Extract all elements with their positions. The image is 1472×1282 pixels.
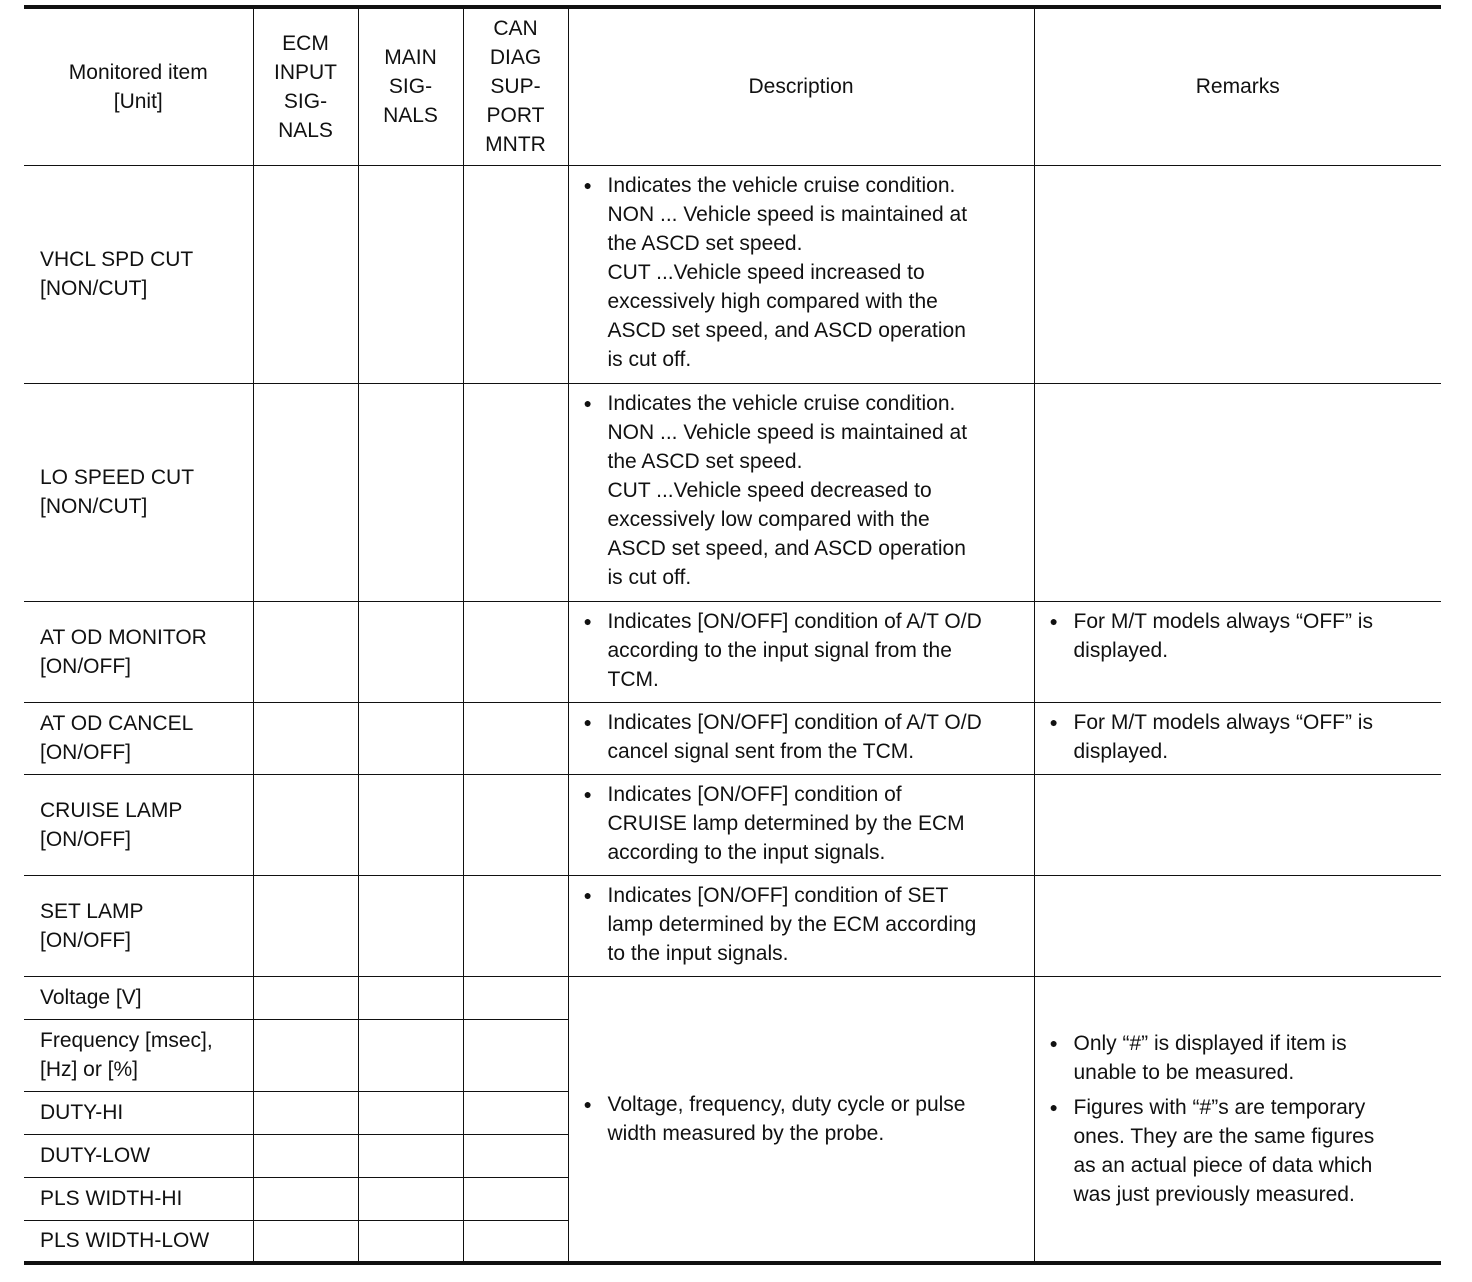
header-line: SIG- (388, 75, 433, 99)
bullet-text-line: the ASCD set speed. (607, 449, 803, 473)
ecm-input-signals-cell (253, 1177, 358, 1220)
description-list (569, 708, 1034, 766)
bullet-text-line: ● Indicates the vehicle cruise condition. (607, 173, 956, 197)
bullet-text-line: NON ... Vehicle speed is maintained at (607, 420, 968, 444)
bullet-text-line: is cut off. (607, 347, 692, 371)
ecm-data-monitor-table-sheet (24, 5, 1441, 1265)
bullet-item (1050, 607, 1434, 665)
remarks-cell (1034, 875, 1441, 976)
bullet-text-line: according to the input signal from the (607, 638, 952, 662)
bullet-text-line: lamp determined by the ECM according (607, 912, 977, 936)
monitored-item-text: SET LAMP (40, 899, 144, 923)
header-line: SUP- (490, 75, 541, 99)
header-main-signals (358, 7, 463, 165)
header-line: PORT (486, 104, 545, 128)
remarks-list (1035, 708, 1442, 766)
header-line: CAN (493, 17, 538, 41)
header-row (24, 7, 1441, 165)
header-line: MNTR (485, 133, 546, 157)
bullet-item (584, 780, 1026, 867)
ecm-input-signals-cell (253, 774, 358, 875)
probe-remarks-cell (1034, 976, 1441, 1263)
bullet-text-line: displayed. (1073, 739, 1169, 763)
header-can-diag-support-mntr (463, 7, 568, 165)
table-row (24, 774, 1441, 875)
probe-item-text: DUTY-HI (40, 1101, 124, 1124)
header-line: NALS (278, 118, 333, 142)
header-monitored-item (24, 7, 253, 165)
bullet-item (584, 1090, 1026, 1148)
bullet-item (584, 607, 1026, 694)
ecm-input-signals-cell (253, 1220, 358, 1263)
bullet-item (584, 389, 1026, 592)
bullet-text-line: ASCD set speed, and ASCD operation (607, 318, 966, 342)
probe-item-cell (24, 1134, 253, 1177)
bullet-item (1050, 1093, 1434, 1209)
bullet-text-line: excessively high compared with the (607, 289, 938, 313)
bullet-item (584, 171, 1026, 374)
description-cell (568, 165, 1034, 383)
main-signals-cell (358, 1177, 463, 1220)
header-remarks: Remarks (1034, 7, 1441, 165)
bullet-text-line: ● Voltage, frequency, duty cycle or pulse (607, 1092, 966, 1116)
ecm-input-signals-cell (253, 1134, 358, 1177)
can-diag-support-cell (463, 1019, 568, 1091)
remarks-cell (1034, 601, 1441, 702)
can-diag-support-cell (463, 774, 568, 875)
main-signals-cell (358, 1091, 463, 1134)
monitored-item-text: AT OD CANCEL (40, 712, 194, 735)
probe-item-cell (24, 1177, 253, 1220)
ecm-input-signals-cell (253, 601, 358, 702)
main-signals-cell (358, 1134, 463, 1177)
monitored-item-text: [ON/OFF] (40, 741, 131, 764)
bullet-text-line: ● Only “#” is displayed if item is (1073, 1031, 1347, 1055)
can-diag-support-cell (463, 1134, 568, 1177)
bullet-text-line: ● Indicates [ON/OFF] condition of A/T O/D (607, 609, 982, 633)
main-signals-cell (358, 976, 463, 1019)
bullet-text-line: was just previously measured. (1073, 1182, 1355, 1206)
description-list (569, 607, 1034, 694)
probe-remarks-list (1035, 1029, 1442, 1209)
probe-item-text: PLS WIDTH-LOW (40, 1229, 210, 1253)
monitored-item-text: [NON/CUT] (40, 277, 148, 300)
can-diag-support-cell (463, 601, 568, 702)
bullet-text-line: CUT ...Vehicle speed decreased to (607, 478, 932, 502)
header-line: Monitored item (68, 60, 208, 84)
remarks-cell (1034, 165, 1441, 383)
main-signals-cell (358, 601, 463, 702)
bullet-item (1050, 1029, 1434, 1087)
can-diag-support-cell (463, 702, 568, 774)
probe-item-text: [Hz] or [%] (40, 1058, 139, 1081)
ecm-input-signals-cell (253, 165, 358, 383)
table-row (24, 601, 1441, 702)
can-diag-support-cell (463, 1177, 568, 1220)
probe-description-cell (568, 976, 1034, 1263)
main-signals-cell (358, 774, 463, 875)
bullet-item (584, 708, 1026, 766)
bullet-item (1050, 708, 1434, 766)
monitored-item-text: [ON/OFF] (40, 928, 131, 952)
ecm-input-signals-cell (253, 976, 358, 1019)
probe-item-text: PLS WIDTH-HI (40, 1187, 183, 1210)
header-line: ECM (282, 31, 329, 55)
monitored-item-cell (24, 774, 253, 875)
bullet-text-line: unable to be measured. (1073, 1060, 1295, 1084)
probe-item-text: Frequency [msec], (40, 1029, 213, 1052)
bullet-item (584, 881, 1026, 968)
remarks-cell (1034, 774, 1441, 875)
bullet-text-line: TCM. (607, 667, 659, 691)
bullet-text-line: CRUISE lamp determined by the ECM (607, 811, 965, 835)
header-line: DIAG (489, 46, 542, 70)
main-signals-cell (358, 165, 463, 383)
bullet-text-line: excessively low compared with the (607, 507, 930, 531)
remarks-cell (1034, 702, 1441, 774)
description-cell (568, 875, 1034, 976)
bullet-text-line: ASCD set speed, and ASCD operation (607, 536, 966, 560)
main-signals-cell (358, 875, 463, 976)
monitored-item-cell (24, 383, 253, 601)
header-ecm-input-signals (253, 7, 358, 165)
bullet-text-line: is cut off. (607, 565, 692, 589)
can-diag-support-cell (463, 383, 568, 601)
main-signals-cell (358, 1019, 463, 1091)
probe-item-text: DUTY-LOW (40, 1144, 151, 1167)
bullet-text-line: to the input signals. (607, 941, 789, 965)
probe-item-cell (24, 1091, 253, 1134)
header-description: Description (568, 7, 1034, 165)
monitored-item-cell (24, 165, 253, 383)
bullet-text-line: ● Indicates the vehicle cruise condition. (607, 391, 956, 415)
monitored-item-cell (24, 601, 253, 702)
can-diag-support-cell (463, 1220, 568, 1263)
bullet-text-line: CUT ...Vehicle speed increased to (607, 260, 925, 284)
remarks-cell (1034, 383, 1441, 601)
can-diag-support-cell (463, 875, 568, 976)
probe-description-list (569, 1090, 1034, 1148)
probe-row (24, 976, 1441, 1019)
probe-item-text: Voltage [V] (40, 986, 142, 1009)
bullet-text-line: displayed. (1073, 638, 1169, 662)
bullet-text-line: as an actual piece of data which (1073, 1153, 1373, 1177)
description-list (569, 780, 1034, 867)
table-row (24, 875, 1441, 976)
header-line: [Unit] (113, 89, 163, 113)
bullet-text-line: according to the input signals. (607, 840, 886, 864)
monitored-item-cell (24, 702, 253, 774)
probe-item-cell (24, 1220, 253, 1263)
main-signals-cell (358, 383, 463, 601)
monitored-item-text: [ON/OFF] (40, 827, 131, 851)
description-list (569, 389, 1034, 592)
description-list (569, 881, 1034, 968)
description-cell (568, 774, 1034, 875)
bullet-text-line: ● Figures with “#”s are temporary (1073, 1095, 1366, 1119)
main-signals-cell (358, 1220, 463, 1263)
monitored-item-text: [ON/OFF] (40, 654, 131, 678)
monitored-item-text: CRUISE LAMP (40, 798, 183, 822)
bullet-text-line: width measured by the probe. (607, 1121, 885, 1145)
header-line: MAIN (384, 46, 437, 70)
description-cell (568, 383, 1034, 601)
can-diag-support-cell (463, 1091, 568, 1134)
can-diag-support-cell (463, 165, 568, 383)
header-line: INPUT (274, 60, 337, 84)
monitored-item-cell (24, 875, 253, 976)
monitored-item-text: VHCL SPD CUT (40, 248, 194, 271)
table-row (24, 165, 1441, 383)
bullet-text-line: the ASCD set speed. (607, 231, 803, 255)
remarks-list (1035, 607, 1442, 665)
header-line: NALS (383, 104, 438, 128)
monitored-item-text: LO SPEED CUT (40, 466, 195, 489)
description-list (569, 171, 1034, 374)
description-cell (568, 702, 1034, 774)
table-body (24, 165, 1441, 1263)
ecm-input-signals-cell (253, 383, 358, 601)
monitored-item-text: [NON/CUT] (40, 495, 148, 518)
bullet-text-line: ● Indicates [ON/OFF] condition of (607, 782, 902, 806)
bullet-text-line: NON ... Vehicle speed is maintained at (607, 202, 968, 226)
bullet-text-line: ● Indicates [ON/OFF] condition of SET (607, 883, 949, 907)
bullet-text-line: ● For M/T models always “OFF” is (1073, 710, 1373, 734)
description-cell (568, 601, 1034, 702)
main-signals-cell (358, 702, 463, 774)
ecm-input-signals-cell (253, 875, 358, 976)
table-row (24, 383, 1441, 601)
can-diag-support-cell (463, 976, 568, 1019)
header-line: SIG- (283, 89, 328, 113)
bullet-text-line: ● For M/T models always “OFF” is (1073, 609, 1373, 633)
monitor-item-table (24, 5, 1441, 1265)
bullet-text-line: ● Indicates [ON/OFF] condition of A/T O/D (607, 710, 982, 734)
bullet-text-line: ones. They are the same figures (1073, 1124, 1375, 1148)
probe-item-cell (24, 1019, 253, 1091)
monitored-item-text: AT OD MONITOR (40, 625, 207, 649)
probe-item-cell (24, 976, 253, 1019)
bullet-text-line: cancel signal sent from the TCM. (607, 739, 915, 763)
ecm-input-signals-cell (253, 1019, 358, 1091)
ecm-input-signals-cell (253, 702, 358, 774)
ecm-input-signals-cell (253, 1091, 358, 1134)
table-row (24, 702, 1441, 774)
